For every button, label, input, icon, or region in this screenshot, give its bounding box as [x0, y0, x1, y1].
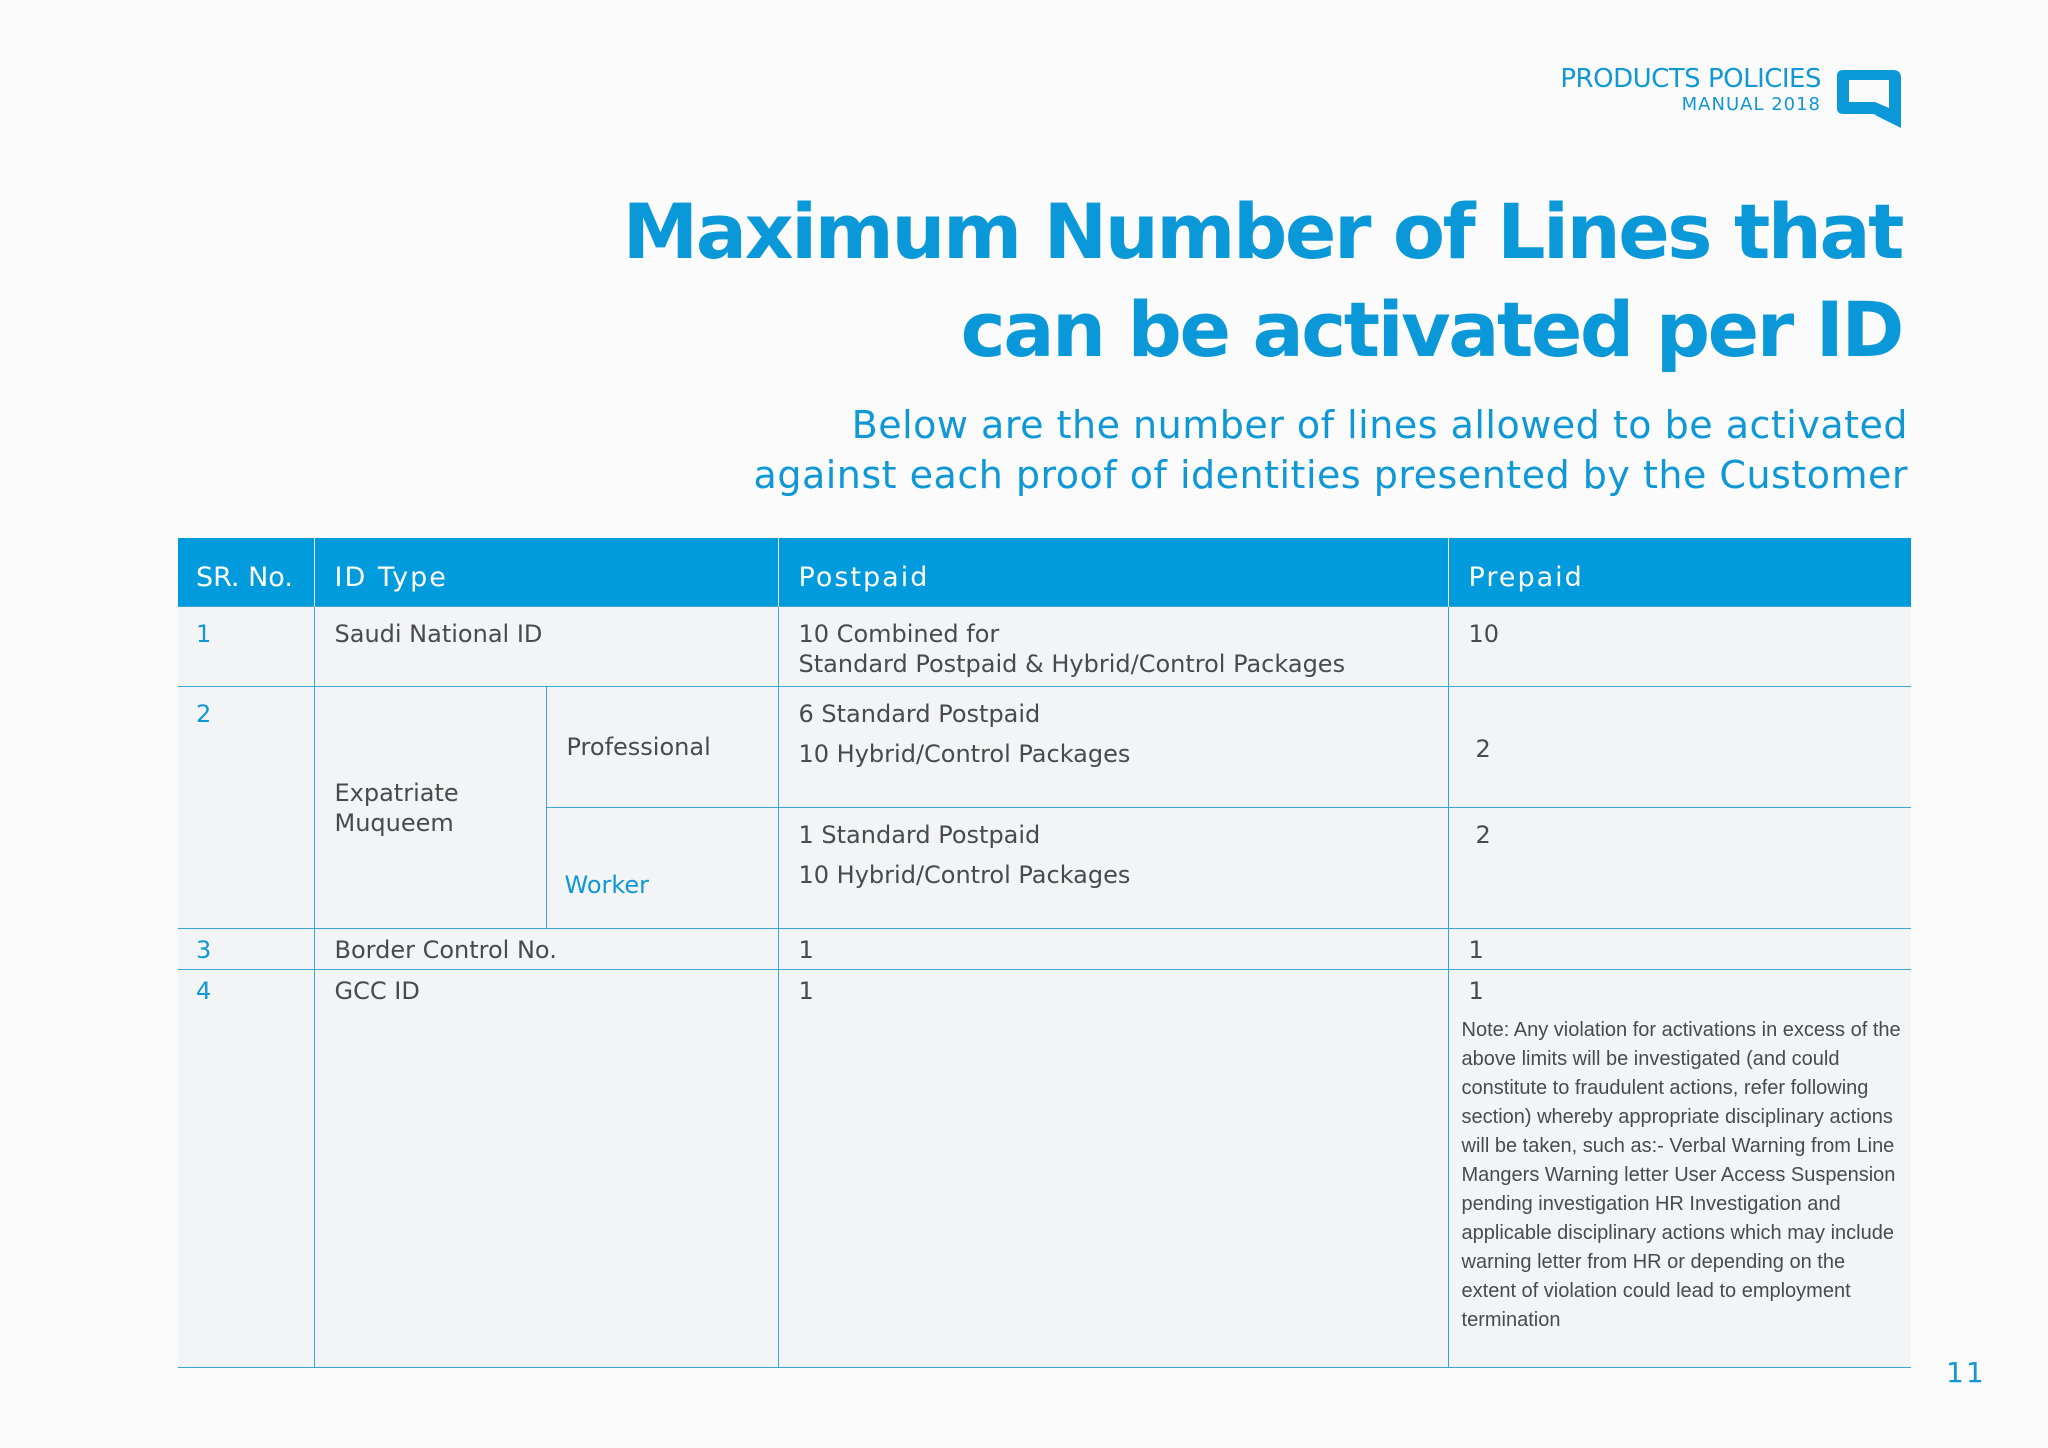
- postpaid-line1: 6 Standard Postpaid: [798, 700, 1041, 728]
- cell-postpaid: [778, 808, 1448, 929]
- postpaid-line1: 10 Combined for: [798, 620, 1000, 648]
- cell-postpaid: [778, 687, 1448, 808]
- table-row: [178, 929, 1911, 970]
- cell-prepaid: [1448, 970, 1911, 1368]
- postpaid-line2: 10 Hybrid/Control Packages: [798, 861, 1131, 889]
- brand-title: PRODUCTS POLICIES: [1560, 64, 1821, 94]
- cell-sr: 2: [178, 687, 314, 929]
- brand-subtitle: MANUAL 2018: [1681, 94, 1821, 115]
- table-row: [178, 607, 1911, 687]
- header-id-type: ID Type: [314, 538, 778, 607]
- cell-postpaid: 1: [778, 970, 1448, 1368]
- prepaid-value: 1: [1468, 977, 1484, 1005]
- cell-id-type: GCC ID: [314, 970, 778, 1368]
- cell-prepaid: 1: [1448, 929, 1911, 970]
- prepaid-value: 2: [1475, 735, 1491, 763]
- page-subtitle: [508, 400, 1908, 500]
- table-header-row: [178, 538, 1911, 607]
- cell-subtype-professional: Professional: [546, 687, 778, 808]
- cell-sr: 1: [178, 607, 314, 687]
- id-type-line1: Expatriate: [334, 778, 459, 807]
- cell-postpaid: 1: [778, 929, 1448, 970]
- header-postpaid: Postpaid: [778, 538, 1448, 607]
- cell-sr: 4: [178, 970, 314, 1368]
- page-title-line2: can be activated per ID: [960, 285, 1902, 374]
- page-number: 11: [1946, 1356, 1986, 1389]
- lines-limit-table: [178, 538, 1911, 1368]
- table-row: [178, 687, 1911, 808]
- cell-id-type: Saudi National ID: [314, 607, 778, 687]
- header-sr-no: SR. No.: [178, 538, 314, 607]
- cell-sr: 3: [178, 929, 314, 970]
- cell-prepaid: 10: [1448, 607, 1911, 687]
- cell-id-type: [314, 687, 546, 929]
- cell-postpaid: [778, 607, 1448, 687]
- cell-prepaid: [1448, 808, 1911, 929]
- header-prepaid: Prepaid: [1448, 538, 1911, 607]
- brand-header: [1560, 66, 1821, 114]
- cell-subtype-worker: Worker: [546, 808, 778, 929]
- page-title: [502, 183, 1902, 379]
- postpaid-line1: 1 Standard Postpaid: [798, 821, 1041, 849]
- violation-note: Note: Any violation for activations in excess of the above limits will be investigated (and could constitute to fraudulent actions, refer following section) whereby appropriate disciplinary actions will be taken, such as:- Verbal Warning from Line Mangers Warning letter User Access Suspension pending investigation HR Investigation and applicable disciplinary actions which may include warning letter from HR or depending on the extent of violation could lead to employment termination: [1461, 1019, 1901, 1331]
- prepaid-value: 2: [1475, 821, 1491, 849]
- postpaid-line2: 10 Hybrid/Control Packages: [798, 740, 1131, 768]
- page-title-line1: Maximum Number of Lines that: [622, 187, 1902, 276]
- postpaid-line2: Standard Postpaid & Hybrid/Control Packages: [798, 650, 1346, 678]
- cell-prepaid: [1448, 687, 1911, 808]
- page-subtitle-line1: Below are the number of lines allowed to be activated: [851, 403, 1908, 447]
- page-subtitle-line2: against each proof of identities presented by the Customer: [753, 453, 1908, 497]
- table-row: [178, 970, 1911, 1368]
- cell-id-type: Border Control No.: [314, 929, 778, 970]
- id-type-line2: Muqueem: [334, 808, 454, 837]
- stc-logo-icon: [1835, 68, 1905, 132]
